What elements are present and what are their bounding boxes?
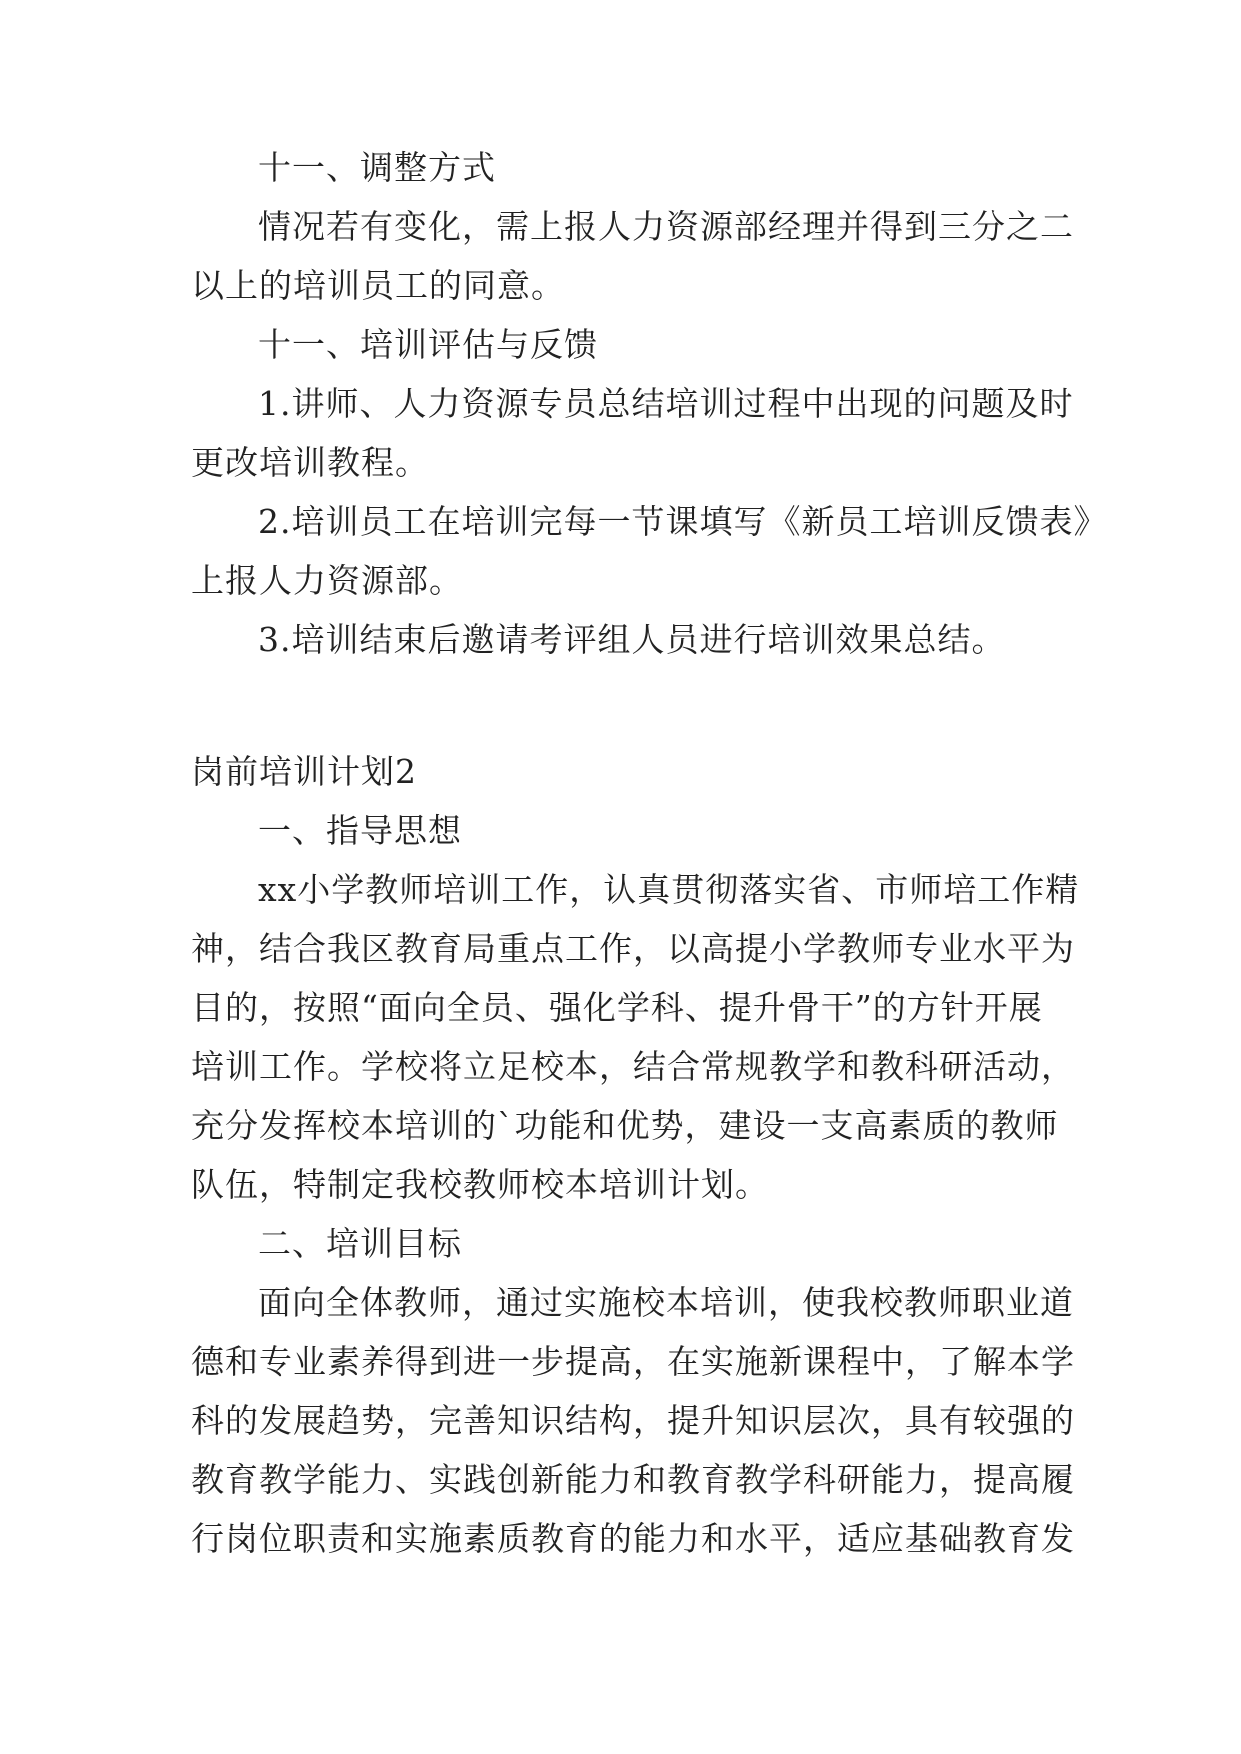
paragraph-line: 教育教学能力、实践创新能力和教育教学科研能力，提高履 [191, 1460, 1075, 1499]
paragraph-line: 以上的培训员工的同意。 [191, 266, 565, 305]
paragraph-line: 更改培训教程。 [191, 443, 429, 482]
list-item-2: 2.培训员工在培训完每一节课填写《新员工培训反馈表》 [258, 502, 1108, 541]
paragraph-line: xx小学教师培训工作，认真贯彻落实省、市师培工作精 [258, 870, 1080, 909]
section-heading-guiding-ideology: 一、指导思想 [258, 811, 462, 850]
paragraph-line: 神，结合我区教育局重点工作，以高提小学教师专业水平为 [191, 929, 1075, 968]
section-heading-evaluation: 十一、培训评估与反馈 [258, 325, 598, 364]
section-heading-adjustment: 十一、调整方式 [258, 148, 496, 187]
paragraph-line: 情况若有变化，需上报人力资源部经理并得到三分之二 [258, 207, 1074, 246]
list-item-1: 1.讲师、人力资源专员总结培训过程中出现的问题及时 [258, 384, 1074, 423]
paragraph-line: 队伍，特制定我校教师校本培训计划。 [191, 1165, 769, 1204]
paragraph-line: 行岗位职责和实施素质教育的能力和水平，适应基础教育发 [191, 1519, 1075, 1558]
paragraph-line: 培训工作。学校将立足校本，结合常规教学和教科研活动， [191, 1047, 1075, 1086]
paragraph-line: 上报人力资源部。 [191, 561, 463, 600]
list-item-3: 3.培训结束后邀请考评组人员进行培训效果总结。 [258, 620, 1006, 659]
document-title: 岗前培训计划2 [191, 752, 417, 791]
paragraph-line: 充分发挥校本培训的`功能和优势，建设一支高素质的教师 [191, 1106, 1059, 1145]
section-heading-training-goals: 二、培训目标 [258, 1224, 462, 1263]
paragraph-line: 德和专业素养得到进一步提高，在实施新课程中，了解本学 [191, 1342, 1075, 1381]
paragraph-line: 科的发展趋势，完善知识结构，提升知识层次，具有较强的 [191, 1401, 1075, 1440]
paragraph-line: 面向全体教师，通过实施校本培训，使我校教师职业道 [258, 1283, 1074, 1322]
paragraph-line: 目的，按照“面向全员、强化学科、提升骨干”的方针开展 [191, 988, 1043, 1027]
